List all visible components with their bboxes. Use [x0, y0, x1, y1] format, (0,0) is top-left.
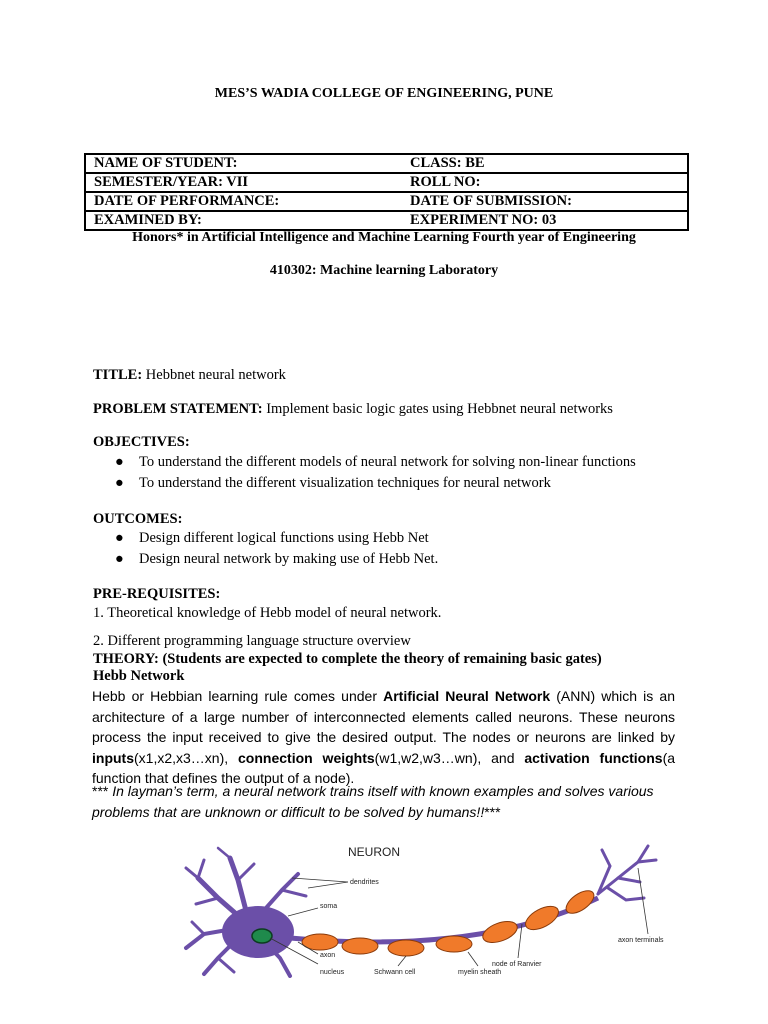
label-soma: soma — [320, 903, 338, 910]
table-row — [85, 211, 688, 230]
objective-text: To understand the different visualization techniques for neural network — [139, 475, 551, 491]
paragraph-line: function that defines the output of a node). — [92, 770, 355, 786]
table-cell: SEMESTER/YEAR: VII — [85, 173, 402, 192]
outcome-text: Design different logical functions using Hebb Net — [139, 530, 429, 546]
text-span: inputs — [92, 749, 134, 766]
bullet-icon: ● — [115, 530, 124, 546]
list-item — [115, 530, 429, 547]
text-span: activation functions — [524, 749, 663, 766]
objective-text: To understand the different models of neural network for solving non-linear functions — [139, 454, 636, 470]
label-schwann: Schwann cell — [374, 969, 416, 976]
text-span: (a — [662, 749, 676, 766]
title-label: TITLE: — [93, 367, 143, 383]
honors-line: Honors* in Artificial Intelligence and Machine Learning Fourth year of Engineering — [132, 230, 636, 245]
bullet-icon: ● — [115, 454, 124, 470]
label-ranvier: node of Ranvier — [492, 961, 542, 968]
text-span: Artificial Neural Network — [383, 688, 551, 704]
text-span: In layman’s term, a neural network trains itself with known examples and solves various — [112, 783, 654, 799]
table-cell: EXAMINED BY: — [85, 211, 402, 230]
nucleus-shape — [252, 929, 272, 943]
table-cell: DATE OF PERFORMANCE: — [85, 192, 402, 211]
table-cell: EXPERIMENT NO: 03 — [402, 211, 688, 230]
list-item — [115, 475, 551, 492]
label-terminals: axon terminals — [618, 937, 664, 944]
label-dendrites: dendrites — [350, 879, 379, 886]
list-item — [115, 454, 636, 471]
title-value: Hebbnet neural network — [142, 367, 286, 383]
table-cell: CLASS: BE — [402, 154, 688, 173]
paragraph-line: architecture of a large number of interconnected elements called neurons. These neurons — [92, 708, 675, 725]
course-title: 410302: Machine learning Laboratory — [269, 263, 499, 278]
layman-note — [92, 781, 675, 823]
axon-terminals-shape — [598, 846, 656, 900]
neuron-diagram — [178, 838, 698, 978]
prerequisite-item: 2. Different programming language structure overview — [93, 633, 411, 649]
prerequisites-heading: PRE-REQUISITES: — [93, 586, 221, 602]
bullet-icon: ● — [115, 551, 124, 567]
label-nucleus: nucleus — [320, 969, 345, 976]
paragraph-line: process the input received to give the desired output. The nodes or neurons are linked by — [92, 729, 675, 745]
table-row — [85, 192, 688, 211]
outcomes-heading: OUTCOMES: — [93, 511, 183, 527]
problem-label: PROBLEM STATEMENT: — [93, 401, 263, 417]
title-line — [93, 367, 286, 384]
paragraph-line — [92, 748, 675, 769]
college-name: MES’S WADIA COLLEGE OF ENGINEERING, PUNE — [214, 86, 554, 101]
text-span: problems that are unknown or difficult to be solved by humans!! — [92, 804, 485, 820]
table-cell: ROLL NO: — [402, 173, 688, 192]
label-axon: axon — [320, 952, 336, 959]
student-info-table — [84, 153, 689, 231]
text-span: *** — [92, 783, 113, 799]
theory-paragraph — [92, 686, 675, 789]
problem-value: Implement basic logic gates using Hebbnet neural networks — [262, 401, 613, 417]
table-cell: DATE OF SUBMISSION: — [402, 192, 688, 211]
text-span: Hebb or Hebbian learning rule comes under — [92, 688, 384, 704]
text-span: (w1,w2,w3…wn), and — [374, 749, 525, 766]
table-row — [85, 154, 688, 173]
paragraph-line — [92, 686, 675, 707]
theory-subheading: Hebb Network — [93, 668, 185, 684]
myelin-sheaths — [302, 886, 598, 956]
problem-statement-line — [93, 401, 613, 418]
bullet-icon: ● — [115, 475, 124, 491]
text-span: *** — [484, 804, 501, 820]
prerequisite-item: 1. Theoretical knowledge of Hebb model of neural network. — [93, 605, 442, 621]
objectives-heading: OBJECTIVES: — [93, 434, 190, 450]
table-row — [85, 173, 688, 192]
label-myelin: myelin sheath — [458, 969, 502, 976]
theory-heading: THEORY: (Students are expected to complete the theory of remaining basic gates) — [93, 651, 602, 667]
table-cell: NAME OF STUDENT: — [85, 154, 402, 173]
diagram-title: NEURON — [348, 845, 401, 859]
list-item — [115, 551, 438, 568]
text-span: connection weights — [238, 749, 375, 766]
outcome-text: Design neural network by making use of Hebb Net. — [139, 551, 439, 567]
text-span: (x1,x2,x3…xn), — [134, 749, 239, 766]
text-span: (ANN) which is an — [550, 688, 675, 704]
